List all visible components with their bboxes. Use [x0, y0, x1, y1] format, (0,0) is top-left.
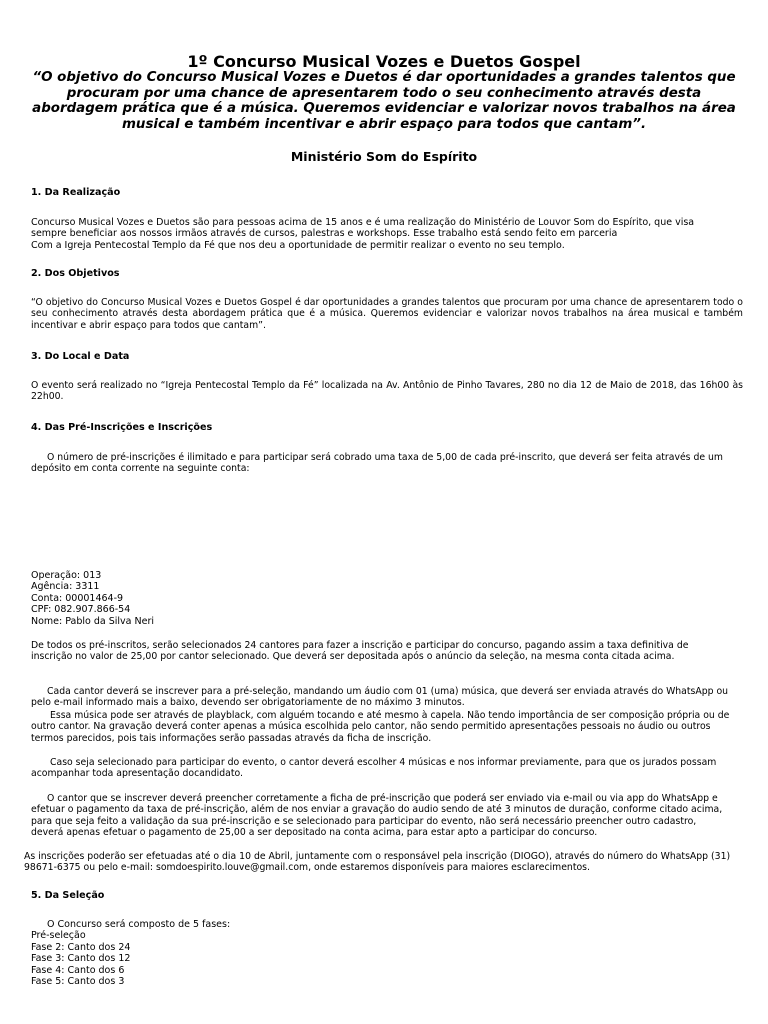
document-quote: “O objetivo do Concurso Musical Vozes e Duetos é dar oportunidades a grandes talentos que procuram por uma chance de apresentarem todo o seu conhecimento através desta abordagem prática que é a música. Queremos evidenciar e valorizar novos trabalhos na área musical e também incentivar e abrir espaço para todos que cantam”. — [32, 70, 736, 132]
section-4-paragraph-5: O cantor que se inscrever deverá preencher corretamente a ficha de pré-inscrição que poderá ser enviado via e-mail ou via app do WhatsApp e efetuar o pagamento da taxa de pré-inscrição, além de nos enviar a gravação do audio sendo de até 3 minutos de duração, conforme citado acima, para que seja feito a validação da sua pré-inscrição e se selecionado para participar do evento, não será necessário preencher outro cadastro, deverá apenas efetuar o pagamento de 25,00 a ser depositado na conta acima, para estar apto a participar do concurso. — [31, 793, 723, 839]
phase-item: Fase 4: Canto dos 6 — [31, 964, 125, 976]
section-3-heading: 3. Do Local e Data — [31, 351, 130, 362]
bank-account-details — [31, 570, 154, 627]
account-conta: Conta: 00001464-9 — [31, 592, 124, 604]
section-4-heading: 4. Das Pré-Inscrições e Inscrições — [31, 422, 213, 433]
section-4-paragraph-4: Caso seja selecionado para participar do evento, o cantor deverá escolher 4 músicas e nos informar previamente, para que os jurados possam acompanhar toda apresentação docandidato. — [31, 757, 717, 780]
section-4-paragraph-6: As inscrições poderão ser efetuadas até o dia 10 de Abril, juntamente com o responsável pela inscrição (DIOGO), através do número do WhatsApp (31) 98671-6375 ou pelo e-mail: somdoespirito.louve@gmail.com, onde estaremos disponíveis para maiores esclarecimentos. — [24, 851, 731, 874]
section-5-list — [31, 919, 230, 987]
section-4-paragraph-2: Cada cantor deverá se inscrever para a pré-seleção, mandando um áudio com 01 (uma) música, que deverá ser enviada através do WhatsApp ou pelo e-mail informado mais a baixo, devendo ser obrigatoriamente de no máximo 3 minutos. — [31, 686, 729, 709]
phase-item: Fase 5: Canto dos 3 — [31, 976, 125, 988]
account-operacao: Operação: 013 — [31, 570, 102, 581]
section-3-text: O evento será realizado no “Igreja Pentecostal Templo da Fé” localizada na Av. Antônio de Pinho Tavares, 280 no dia 12 de Maio de 2018, das 16h00 às 22h00. — [31, 380, 743, 403]
section-4-paragraph-3: Essa música pode ser através de playblack, com alguém tocando e até mesmo à capela. Não tendo importância de ser composição própria ou de outro cantor. Na gravação deverá conter apenas a música escolhida pelo cantor, não sendo permitido apresentações pessoais no áudio ou outros termos parecidos, pois tais informações serão passadas através da ficha de inscrição. — [31, 710, 730, 744]
section-4-intro: O número de pré-inscrições é ilimitado e para participar será cobrado uma taxa de 5,00 de cada pré-inscrito, que deverá ser feita através de um depósito em conta corrente na seguinte conta: — [31, 452, 723, 475]
section-2-heading: 2. Dos Objetivos — [31, 268, 120, 279]
section-1-heading: 1. Da Realização — [31, 187, 121, 198]
account-agencia: Agência: 3311 — [31, 581, 100, 593]
section-5-heading: 5. Da Seleção — [31, 890, 105, 901]
ministry-name: Ministério Som do Espírito — [290, 149, 478, 164]
section-1-text — [31, 217, 694, 251]
document-title: 1º Concurso Musical Vozes e Duetos Gospel — [187, 52, 581, 71]
section-1-line: Concurso Musical Vozes e Duetos são para pessoas acima de 15 anos e é uma realização do Ministério de Louvor Som do Espírito, que visa — [31, 217, 695, 228]
phase-item: Fase 2: Canto dos 24 — [31, 941, 131, 953]
account-cpf: CPF: 082.907.866-54 — [31, 604, 131, 616]
phase-item: Fase 3: Canto dos 12 — [31, 953, 131, 965]
section-4-paragraph-1: De todos os pré-inscritos, serão selecionados 24 cantores para fazer a inscrição e participar do concurso, pagando assim a taxa definitiva de inscrição no valor de 25,00 por cantor selecionado. Que deverá ser depositada após o anúncio da seleção, na mesma conta citada acima. — [31, 640, 689, 663]
section-2-text: “O objetivo do Concurso Musical Vozes e Duetos Gospel é dar oportunidades a grandes talentos que procuram por uma chance de apresentarem todo o seu conhecimento através desta abordagem prática que é a música. Queremos evidenciar e valorizar novos trabalhos na área musical e também incentivar e abrir espaço para todos que cantam”. — [31, 297, 743, 331]
phase-item: Pré-seleção — [31, 930, 86, 942]
section-1-line: sempre beneficiar aos nossos irmãos através de cursos, palestras e workshops. Esse trabalho está sendo feito em parceria — [31, 228, 618, 240]
section-5-intro: O Concurso será composto de 5 fases: — [47, 919, 231, 930]
section-1-line: Com a Igreja Pentecostal Templo da Fé que nos deu a oportunidade de permitir realizar o evento no seu templo. — [31, 239, 565, 251]
account-nome: Nome: Pablo da Silva Neri — [31, 615, 155, 627]
